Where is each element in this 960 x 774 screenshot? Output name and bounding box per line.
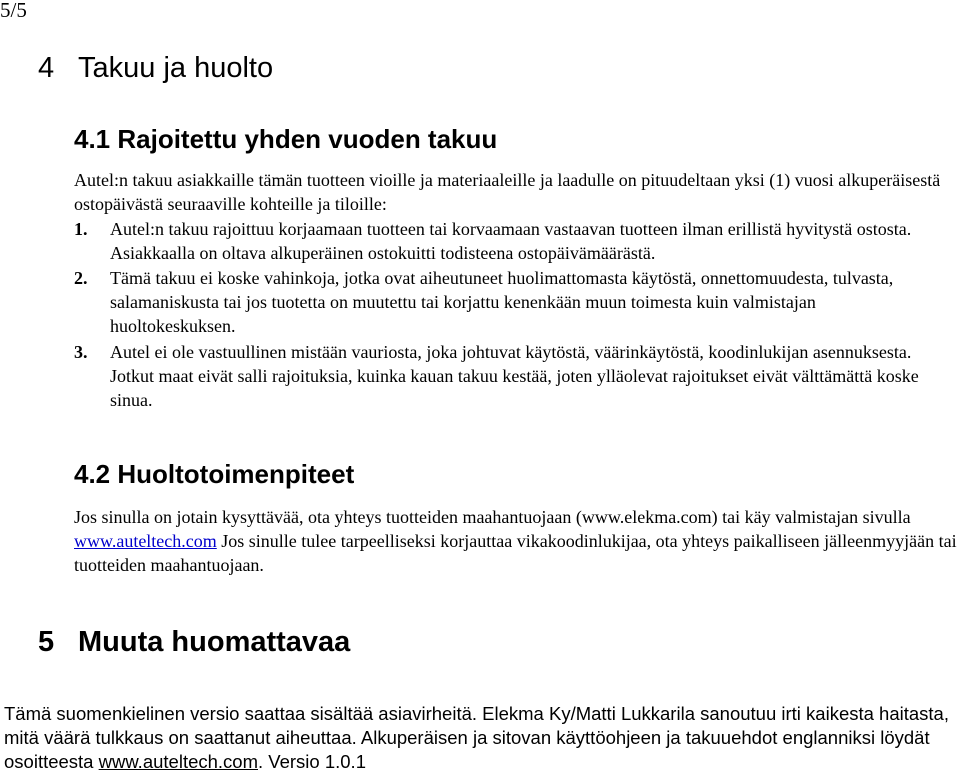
list-marker: 3. <box>74 342 88 362</box>
section-4-1-heading: 4.1 Rajoitettu yhden vuoden takuu <box>74 124 498 154</box>
auteltech-link-2[interactable]: www.auteltech.com <box>98 751 258 772</box>
page-number: 5/5 <box>0 0 27 22</box>
list-item-text: Autel:n takuu rajoittuu korjaamaan tuotteen tai korvaamaan vastaavan tuotteen ilman erillistä hyvitystä ostosta. Asiakkaalla on oltava alkuperäinen ostokuitti todisteena ostopäivämäärästä. <box>110 219 912 263</box>
auteltech-link[interactable]: www.auteltech.com <box>74 531 217 551</box>
service-text-after-link: Jos sinulle tulee tarpeelliseksi korjauttaa vikakoodinlukijaa, ota yhteys paikalliseen jälleenmyyjään tai tuotteiden maahantuojaan. <box>74 531 957 575</box>
list-item-text: Tämä takuu ei koske vahinkoja, jotka ovat aiheutuneet huolimattomasta käytöstä, onnettomuudesta, tulvasta, salamaniskusta tai jos tuotetta on muutettu tai korjattu kenenkään muun toimesta kuin valmistajan huoltokeskuksen. <box>110 268 894 336</box>
section-5-heading <box>38 626 350 659</box>
notes-text-after-link: . Versio 1.0.1 <box>258 751 366 772</box>
section-4-number: 4 <box>38 52 55 84</box>
section-4-title: Takuu ja huolto <box>78 52 274 84</box>
list-item-text: Autel ei ole vastuullinen mistään vauriosta, joka johtuvat käytöstä, väärinkäytöstä, koodinlukijan asennuksesta. Jotkut maat eivät salli rajoituksia, kuinka kauan takuu kestää, joten ylläolevat rajoitukset eivät välttämättä koske sinua. <box>110 342 919 410</box>
notes-paragraph <box>4 702 954 774</box>
warranty-list-item-2 <box>74 266 944 338</box>
section-5-title: Muuta huomattavaa <box>78 626 351 658</box>
service-text-before-link: Jos sinulla on jotain kysyttävää, ota yhteys tuotteiden maahantuojaan (www.elekma.com) tai käy valmistajan sivulla <box>74 507 911 527</box>
section-4-2-heading: 4.2 Huoltotoimenpiteet <box>74 459 355 489</box>
section-4-heading <box>38 52 273 85</box>
warranty-list-item-3 <box>74 340 944 412</box>
section-5-number: 5 <box>38 626 55 658</box>
warranty-list-item-1 <box>74 217 944 265</box>
list-marker: 1. <box>74 219 88 239</box>
warranty-intro-paragraph: Autel:n takuu asiakkaille tämän tuotteen vioille ja materiaaleille ja laadulle on pituudeltaan yksi (1) vuosi alkuperäisestä ostopäivästä seuraaville kohteille ja tiloille: <box>74 170 941 214</box>
service-paragraph <box>74 505 958 577</box>
list-marker: 2. <box>74 268 88 288</box>
notes-text-before-link: Tämä suomenkielinen versio saattaa sisältää asiavirheitä. Elekma Ky/Matti Lukkarila sanoutuu irti kaikesta haitasta, mitä väärä tulkkaus on saattanut aiheuttaa. Alkuperäisen ja sitovan käyttöohjeen ja takuuehdot englanniksi löydät osoitteesta <box>4 703 949 772</box>
